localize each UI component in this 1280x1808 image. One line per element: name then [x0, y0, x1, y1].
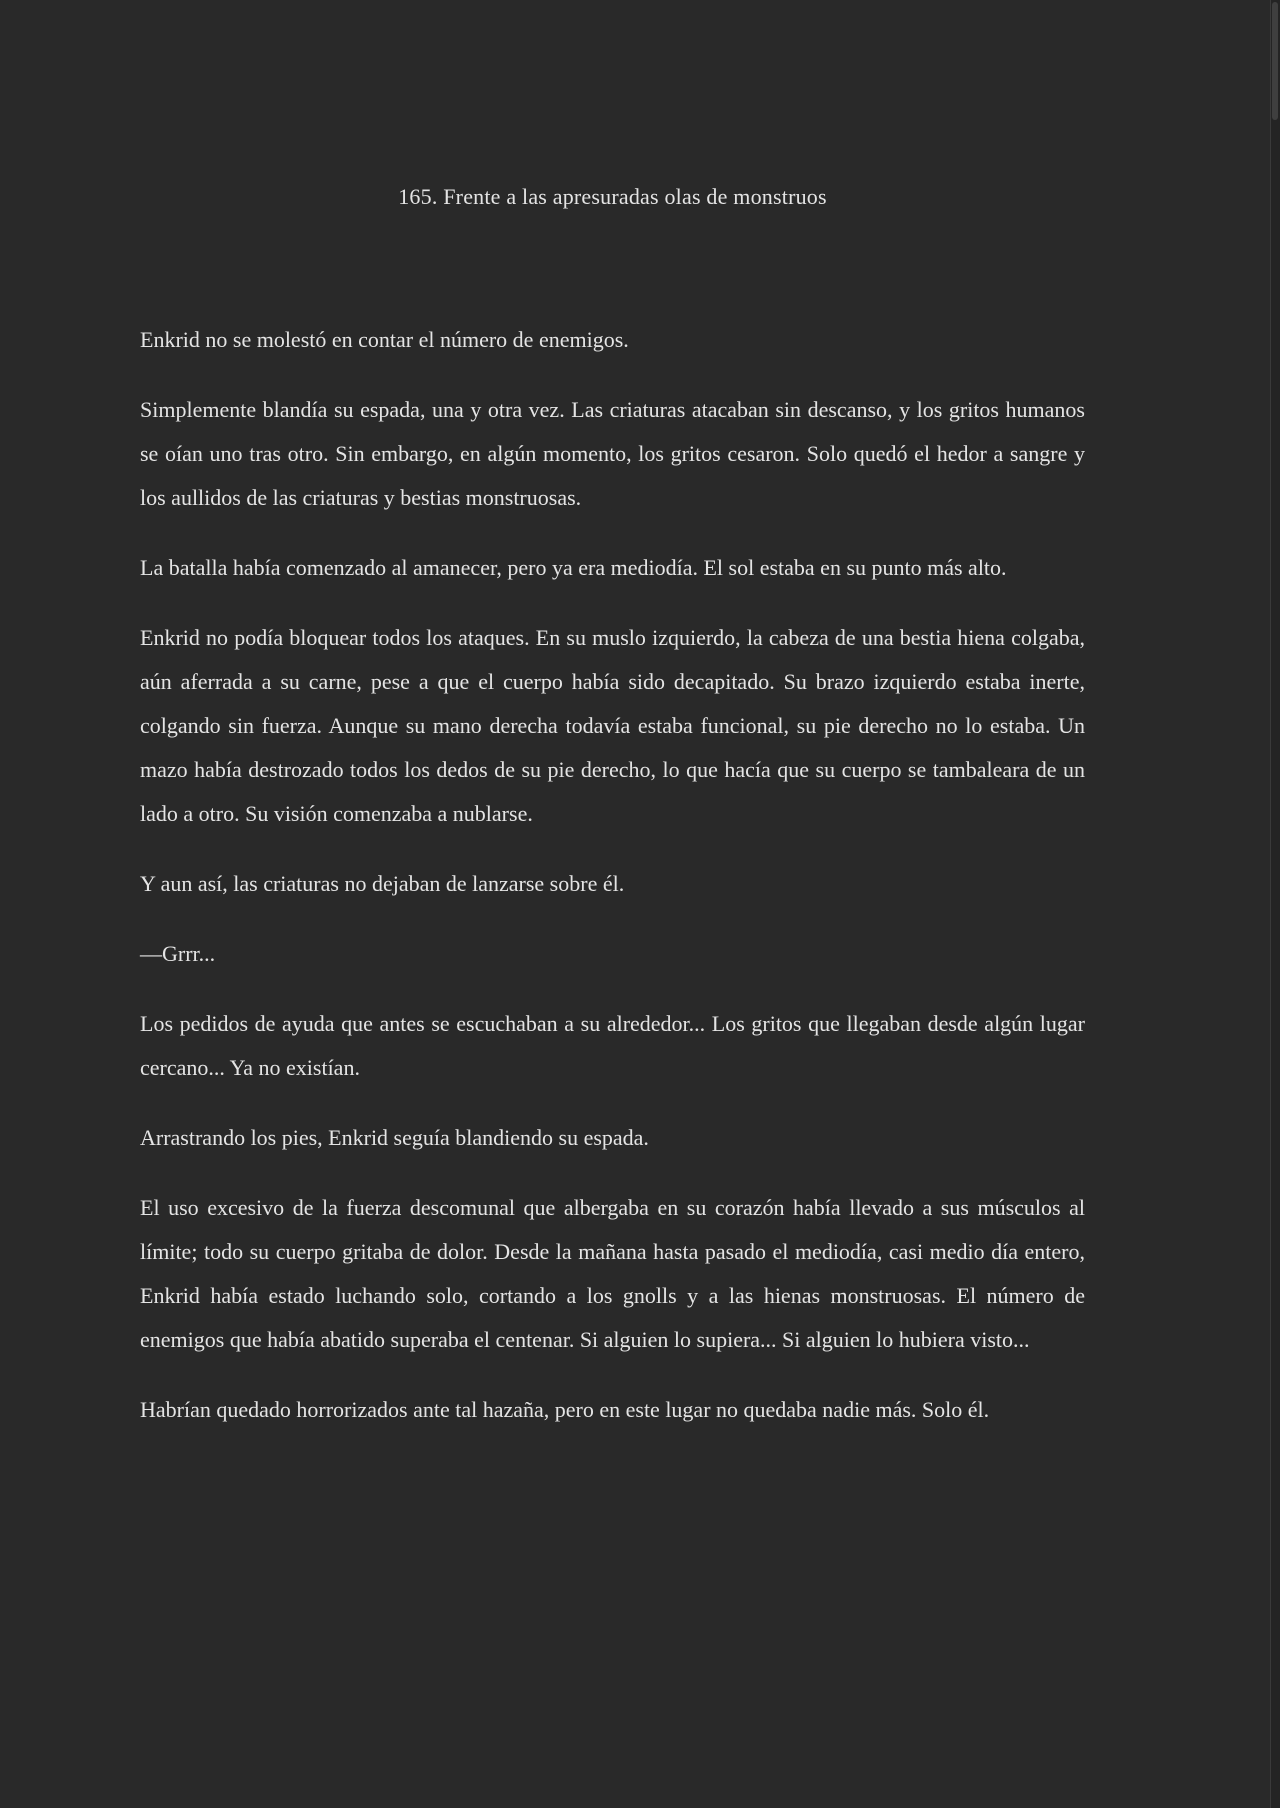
paragraph: Y aun así, las criaturas no dejaban de lanzarse sobre él.	[140, 871, 625, 896]
paragraph: Los pedidos de ayuda que antes se escuchaban a su alrededor... Los gritos que llegaban desde algún lugar cercano... Ya no existían.	[140, 1011, 1085, 1080]
paragraph: Enkrid no se molestó en contar el número de enemigos.	[140, 327, 629, 352]
paragraph: La batalla había comenzado al amanecer, pero ya era mediodía. El sol estaba en su punto más alto.	[140, 555, 1007, 580]
scrollbar[interactable]	[1270, 0, 1280, 1808]
scrollbar-thumb[interactable]	[1272, 2, 1278, 120]
paragraph: Simplemente blandía su espada, una y otra vez. Las criaturas atacaban sin descanso, y los gritos humanos se oían uno tras otro. Sin embargo, en algún momento, los gritos cesaron. Solo quedó el hedor a sangre y los aullidos de las criaturas y bestias monstruosas.	[140, 397, 1085, 510]
chapter-title: 165. Frente a las apresuradas olas de monstruos	[398, 184, 827, 209]
paragraph: Arrastrando los pies, Enkrid seguía blandiendo su espada.	[140, 1125, 649, 1150]
paragraph: Enkrid no podía bloquear todos los ataques. En su muslo izquierdo, la cabeza de una bestia hiena colgaba, aún aferrada a su carne, pese a que el cuerpo había sido decapitado. Su brazo izquierdo estaba inerte, colgando sin fuerza. Aunque su mano derecha todavía estaba funcional, su pie derecho no lo estaba. Un mazo había destrozado todos los dedos de su pie derecho, lo que hacía que su cuerpo se tambaleara de un lado a otro. Su visión comenzaba a nublarse.	[140, 625, 1085, 826]
paragraph: Habrían quedado horrorizados ante tal hazaña, pero en este lugar no quedaba nadie más. Solo él.	[140, 1397, 990, 1422]
paragraph: El uso excesivo de la fuerza descomunal que albergaba en su corazón había llevado a sus músculos al límite; todo su cuerpo gritaba de dolor. Desde la mañana hasta pasado el mediodía, casi medio día entero, Enkrid había estado luchando solo, cortando a los gnolls y a las hienas monstruosas. El número de enemigos que había abatido superaba el centenar. Si alguien lo supiera... Si alguien lo hubiera visto...	[140, 1195, 1085, 1352]
reader-page	[140, 0, 1085, 1432]
paragraph: —Grrr...	[140, 941, 216, 966]
